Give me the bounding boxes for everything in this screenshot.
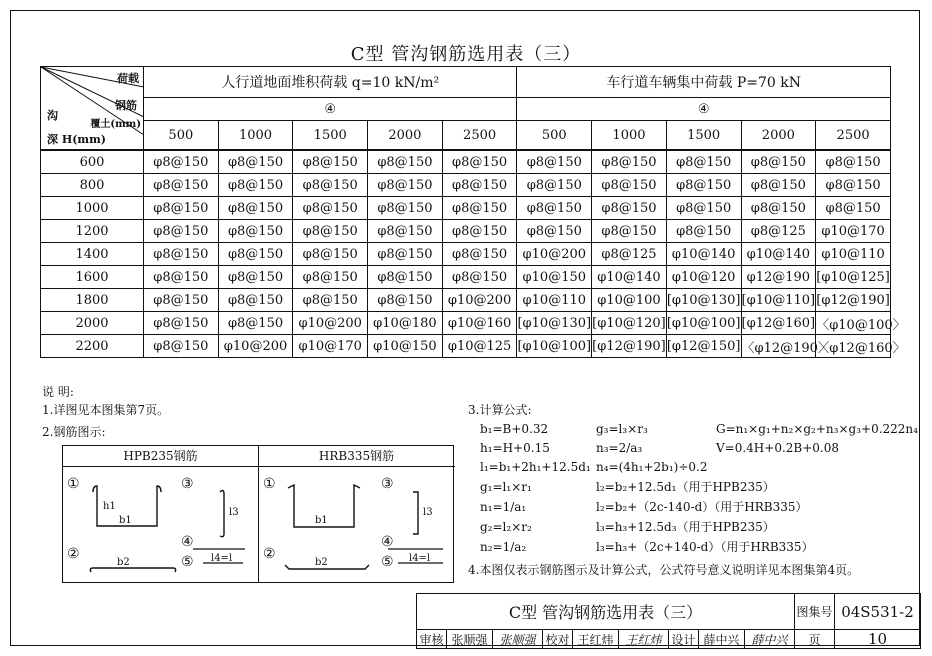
checker-signature: 王红炜 [619, 630, 669, 649]
rebar-cell: [φ10@125] [816, 266, 891, 289]
rebar-cell: φ10@200 [218, 335, 293, 358]
hpb-mark-1: ① [67, 476, 80, 492]
rebar-cell: φ8@150 [741, 150, 816, 174]
rebar-cell: φ8@150 [666, 150, 741, 174]
note-2: 2.钢筋图示: [42, 425, 106, 439]
rebar-cell: φ8@150 [442, 197, 517, 220]
note-1: 1.详图见本图集第7页。 [42, 403, 170, 417]
rebar-cell: 〈φ10@100〉 [816, 312, 891, 335]
rebar-cell: φ8@150 [741, 197, 816, 220]
rebar-cell: φ8@150 [666, 174, 741, 197]
rebar-cell: [φ12@190] [592, 335, 667, 358]
formula-n4: n₄=(4h₁+2b₁)÷0.2 [596, 460, 708, 474]
depth-cell: 800 [41, 174, 144, 197]
rebar-cell: φ8@150 [368, 220, 443, 243]
rebar-cell: φ10@200 [293, 312, 368, 335]
title-block [416, 593, 921, 649]
cover-depth-row [41, 121, 891, 151]
rebar-cell: φ8@150 [368, 197, 443, 220]
depth-cell: 1200 [41, 220, 144, 243]
table-body [41, 150, 906, 358]
rebar-cell: [φ10@100] [666, 312, 741, 335]
cover-depth-header: 500 [144, 121, 219, 151]
rebar-cell: φ8@150 [144, 174, 219, 197]
table-row [41, 266, 891, 289]
hpb-mark-5: ⑤ [181, 554, 194, 570]
rebar-cell: φ8@150 [293, 289, 368, 312]
rebar-cell: 〈φ12@190〉 [741, 335, 816, 358]
rebar-cell: φ8@150 [218, 312, 293, 335]
rebar-cell: φ10@100 [592, 289, 667, 312]
rebar-cell: φ8@150 [592, 150, 667, 174]
title-block-title: C型 管沟钢筋选用表（三） [417, 594, 795, 630]
rebar-cell: [φ12@150] [666, 335, 741, 358]
rebar-cell: [φ12@190] [816, 289, 891, 312]
atlas-label: 图集号 [795, 594, 835, 630]
cover-depth-header: 1500 [293, 121, 368, 151]
rebar-cell: φ10@140 [741, 243, 816, 266]
diagram-hrb-header: HRB335钢筋 [258, 446, 455, 467]
hrb-mark-5: ⑤ [381, 554, 394, 570]
hrb-l3-label: l3 [423, 507, 433, 518]
rebar-cell: φ8@150 [218, 266, 293, 289]
cover-depth-header: 500 [517, 121, 592, 151]
rebar-cell: φ8@150 [293, 174, 368, 197]
hrb-mark-2: ② [263, 546, 276, 562]
formula-b1: b₁=B+0.32 [480, 422, 549, 436]
rebar-cell: φ8@150 [517, 220, 592, 243]
formula-n3: n₃=2/a₃ [596, 441, 643, 455]
depth-cell: 1600 [41, 266, 144, 289]
rebar-cell: φ8@150 [442, 174, 517, 197]
rebar-cell: φ10@110 [517, 289, 592, 312]
formula-l3-hrb: l₃=h₃+（2c+140-d）（用于HRB335） [596, 540, 814, 554]
cover-depth-header: 2000 [368, 121, 443, 151]
rebar-cell: [φ10@100] [517, 335, 592, 358]
formula-l2-hpb: l₂=b₂+12.5d₁（用于HPB235） [596, 480, 775, 494]
rebar-cell: φ8@150 [517, 174, 592, 197]
corner-load-label: 荷载 [117, 72, 139, 85]
formula-V: V=0.4H+0.2B+0.08 [716, 441, 839, 455]
rebar-cell: φ8@150 [293, 243, 368, 266]
rebar-cell: φ8@150 [592, 197, 667, 220]
cover-depth-header: 2000 [741, 121, 816, 151]
depth-cell: 1800 [41, 289, 144, 312]
corner-depth-label: 深 H(mm) [47, 133, 106, 146]
table-row [41, 289, 891, 312]
formula-n1: n₁=1/a₁ [480, 500, 527, 514]
rebar-cell: φ8@150 [218, 174, 293, 197]
rebar-cell: φ8@150 [218, 220, 293, 243]
design-label: 设计 [669, 630, 699, 649]
rebar-cell: [φ10@130] [517, 312, 592, 335]
hrb-b2-label: b2 [315, 557, 328, 568]
rebar-cell: φ8@150 [666, 197, 741, 220]
rebar-cell: φ10@110 [816, 243, 891, 266]
rebar-cell: φ8@150 [368, 266, 443, 289]
rebar-cell: φ10@125 [442, 335, 517, 358]
review-label: 审核 [417, 630, 447, 649]
designer-name: 薛中兴 [699, 630, 745, 649]
rebar-cell: [φ10@130] [666, 289, 741, 312]
formula-l3-hpb: l₃=h₃+12.5d₃（用于HPB235） [596, 520, 775, 534]
reviewer-signature: 张顺强 [493, 630, 543, 649]
rebar-cell: φ8@150 [293, 197, 368, 220]
rebar-cell: φ8@150 [592, 174, 667, 197]
rebar-cell: φ8@150 [442, 266, 517, 289]
hrb-mark-1: ① [263, 476, 276, 492]
hrb-mark-3: ③ [381, 476, 394, 492]
formula-g3: g₃=l₃×r₃ [596, 422, 648, 436]
rebar-cell: φ10@140 [666, 243, 741, 266]
rebar-cell: φ8@150 [144, 289, 219, 312]
formula-h1: h₁=H+0.15 [480, 441, 550, 455]
rebar-cell: 〈φ12@160〉 [816, 335, 891, 358]
rebar-cell: φ8@150 [293, 150, 368, 174]
formula-l2-hrb: l₂=b₂+（2c-140-d）（用于HRB335） [596, 500, 808, 514]
rebar-cell: φ8@150 [144, 197, 219, 220]
rebar-cell: [φ10@110] [741, 289, 816, 312]
hpb-mark-3: ③ [181, 476, 194, 492]
rebar-cell: φ8@150 [816, 150, 891, 174]
table-row [41, 150, 891, 174]
depth-cell: 2200 [41, 335, 144, 358]
rebar-cell: φ10@170 [293, 335, 368, 358]
group-header-vehicle: 车行道车辆集中荷载 P=70 kN [517, 67, 891, 98]
rebar-cell: φ8@150 [517, 197, 592, 220]
corner-rebar-label: 钢筋 [115, 99, 137, 112]
rebar-cell: φ8@150 [442, 243, 517, 266]
rebar-cell: φ8@150 [218, 289, 293, 312]
table-row [41, 243, 891, 266]
rebar-cell: φ8@150 [293, 220, 368, 243]
rebar-cell: φ10@200 [517, 243, 592, 266]
note-4: 4.本图仅表示钢筋图示及计算公式，公式符号意义说明详见本图集第4页。 [468, 563, 860, 577]
cover-depth-header: 2500 [816, 121, 891, 151]
hpb-bar3-shape [220, 490, 224, 536]
rebar-cell: φ8@150 [442, 150, 517, 174]
hpb-b2-label: b2 [117, 557, 130, 568]
rebar-cell: φ8@150 [144, 243, 219, 266]
checker-name: 王红炜 [573, 630, 619, 649]
hpb-b1-label: b1 [119, 515, 132, 526]
rebar-cell: φ10@180 [368, 312, 443, 335]
rebar-cell: φ8@150 [816, 197, 891, 220]
hrb-b1-label: b1 [315, 515, 328, 526]
hpb-mark-2: ② [67, 546, 80, 562]
rebar-cell: [φ10@120] [592, 312, 667, 335]
table-row [41, 174, 891, 197]
group-header-pedestrian: 人行道地面堆积荷载 q=10 kN/m² [144, 67, 517, 98]
notes-heading: 说 明: [42, 385, 74, 399]
designer-signature: 薛中兴 [745, 630, 795, 649]
table-row [41, 220, 891, 243]
hrb-mark-4: ④ [381, 534, 394, 550]
rebar-selection-table [40, 66, 906, 358]
diagram-hpb-header: HPB235钢筋 [63, 446, 258, 467]
rebar-cell: φ8@150 [144, 312, 219, 335]
rebar-cell: φ8@150 [741, 174, 816, 197]
reviewer-name: 张顺强 [447, 630, 493, 649]
page-number: 10 [835, 630, 921, 649]
rebar-cell: φ8@150 [218, 150, 293, 174]
formula-G: G=n₁×g₁+n₂×g₂+n₃×g₃+0.222n₄ [716, 422, 918, 436]
page-title: C型 管沟钢筋选用表（三） [350, 44, 582, 65]
rebar-cell: φ12@190 [741, 266, 816, 289]
rebar-cell: φ8@150 [592, 220, 667, 243]
rebar-cell: φ8@150 [218, 197, 293, 220]
rebar-cell: φ10@200 [442, 289, 517, 312]
rebar-cell: φ8@150 [368, 150, 443, 174]
rebar-cell: φ8@150 [368, 289, 443, 312]
depth-cell: 2000 [41, 312, 144, 335]
group-mark-pedestrian: ④ [144, 98, 517, 121]
formula-l1: l₁=b₁+2h₁+12.5d₁ [480, 460, 591, 474]
depth-cell: 1000 [41, 197, 144, 220]
hpb-l3-label: l3 [229, 507, 239, 518]
rebar-cell: φ8@150 [144, 220, 219, 243]
note-3: 3.计算公式: [468, 403, 532, 417]
rebar-cell: φ8@150 [368, 174, 443, 197]
corner-ditch-label: 沟 [47, 109, 58, 122]
corner-cover-label: 覆土(mm) [90, 119, 141, 130]
rebar-cell: φ8@150 [218, 243, 293, 266]
atlas-code: 04S531-2 [835, 594, 921, 630]
rebar-cell: φ8@150 [517, 150, 592, 174]
depth-cell: 1400 [41, 243, 144, 266]
depth-cell: 600 [41, 150, 144, 174]
cover-depth-header: 1500 [666, 121, 741, 151]
cover-depth-header: 1000 [218, 121, 293, 151]
rebar-cell: φ8@125 [592, 243, 667, 266]
formula-g1: g₁=l₁×r₁ [480, 480, 532, 494]
cover-depth-header: 1000 [592, 121, 667, 151]
rebar-cell: φ8@150 [144, 335, 219, 358]
rebar-cell: φ8@125 [741, 220, 816, 243]
formula-n2: n₂=1/a₂ [480, 540, 527, 554]
formula-g2: g₂=l₂×r₂ [480, 520, 532, 534]
rebar-cell: φ8@150 [816, 174, 891, 197]
rebar-cell: φ8@150 [293, 266, 368, 289]
rebar-cell: φ8@150 [666, 220, 741, 243]
hpb-h1-label: h1 [103, 501, 116, 512]
group-mark-vehicle: ④ [517, 98, 891, 121]
check-label: 校对 [543, 630, 573, 649]
cover-depth-header: 2500 [442, 121, 517, 151]
hrb-bar3-shape [413, 492, 418, 534]
rebar-cell: φ8@150 [144, 266, 219, 289]
table-corner-header [41, 67, 144, 151]
table-row [41, 335, 891, 358]
table-row [41, 197, 891, 220]
rebar-cell: φ10@150 [368, 335, 443, 358]
rebar-cell: φ10@150 [517, 266, 592, 289]
hpb-bar2-shape [90, 568, 175, 572]
hpb-l4-label: l4=l [211, 553, 233, 564]
hrb-l4-label: l4=l [409, 553, 431, 564]
rebar-cell: φ8@150 [368, 243, 443, 266]
rebar-cell: φ10@170 [816, 220, 891, 243]
rebar-cell: [φ12@160] [741, 312, 816, 335]
rebar-cell: φ10@160 [442, 312, 517, 335]
rebar-cell: φ8@150 [442, 220, 517, 243]
rebar-diagram [62, 445, 454, 583]
rebar-cell: φ10@120 [666, 266, 741, 289]
hpb-mark-4: ④ [181, 534, 194, 550]
page-label: 页 [795, 630, 835, 649]
rebar-cell: φ10@140 [592, 266, 667, 289]
rebar-cell: φ8@150 [144, 150, 219, 174]
table-row [41, 312, 891, 335]
